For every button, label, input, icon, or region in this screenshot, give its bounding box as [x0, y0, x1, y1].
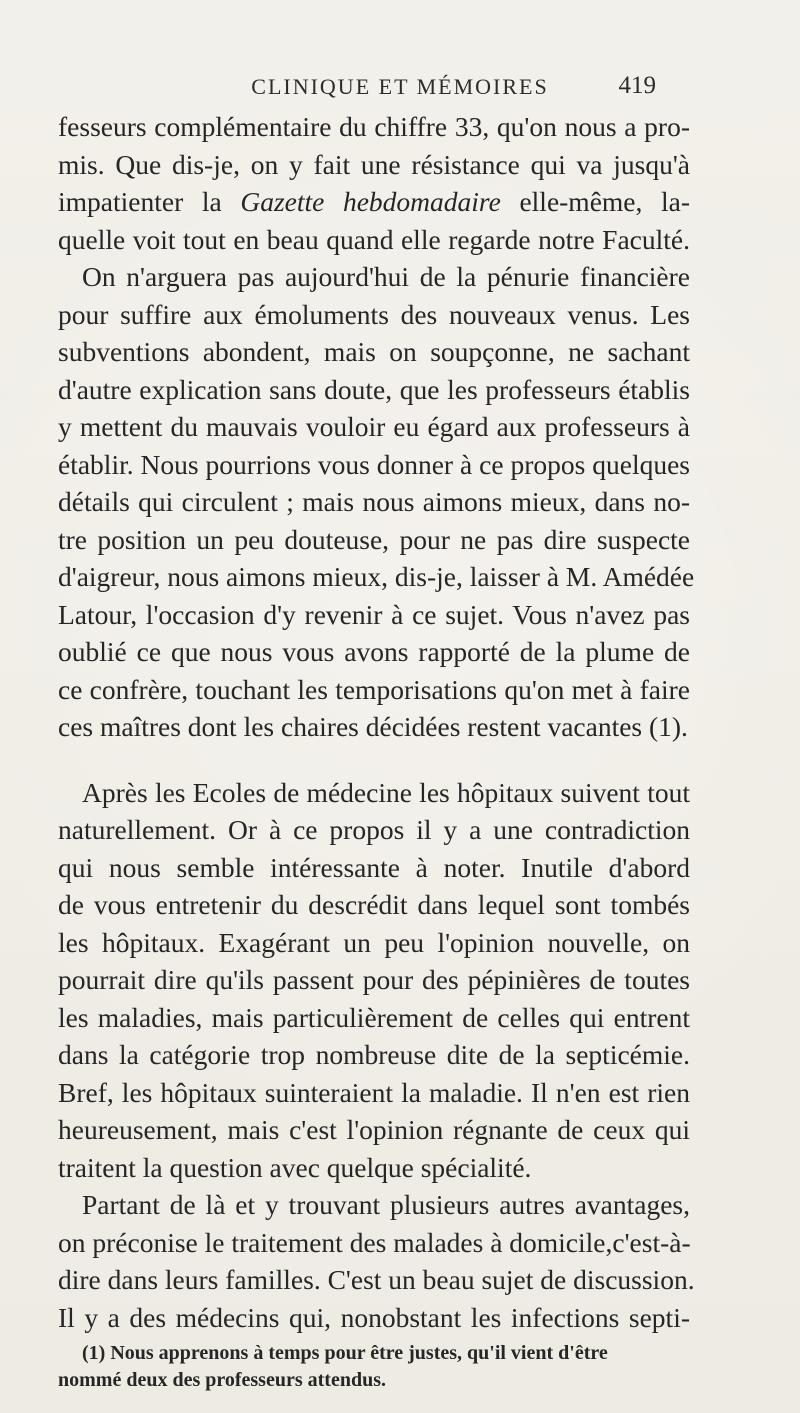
- text-line: Il y a des médecins qui, nonobstant les infections septi-: [58, 1301, 690, 1333]
- paragraph-gap: [58, 746, 690, 774]
- text-line: mis. Que dis-je, on y fait une résistance qui va jusqu'à: [58, 148, 690, 180]
- text-line: heureusement, mais c'est l'opinion régnante de ceux qui: [58, 1114, 690, 1145]
- text-line: oublié ce que nous vous avons rapporté de la plume de: [58, 636, 690, 667]
- text-line: ce confrère, touchant les temporisations qu'on met à faire: [58, 673, 690, 705]
- text-line: de vous entretenir du descrédit dans lequel sont tombés: [58, 889, 690, 920]
- text-line: On n'arguera pas aujourd'hui de la pénurie financière: [82, 261, 690, 292]
- text-line: les maladies, mais particulièrement de celles qui entrent: [58, 1001, 690, 1033]
- running-head: [0, 72, 800, 102]
- text-line: d'aigreur, nous aimons mieux, dis-je, laisser à M. Amédée: [58, 561, 695, 592]
- text-line: quelle voit tout en beau quand elle regarde notre Faculté.: [58, 223, 690, 255]
- text-line: subventions abondent, mais on soupçonne, ne sachant: [58, 336, 690, 367]
- text-line: qui nous semble intéressante à noter. Inutile d'abord: [58, 851, 690, 883]
- text-line: traitent la question avec quelque spécialité.: [58, 1151, 532, 1183]
- text-line: naturellement. Or à ce propos il y a une contradiction: [58, 814, 690, 845]
- italic-title: Gazette hebdomadaire: [240, 186, 501, 217]
- text-line: fesseurs complémentaire du chiffre 33, qu'on nous a pro-: [58, 111, 690, 142]
- text-line: Partant de là et y trouvant plusieurs autres avantages,: [82, 1189, 690, 1220]
- text-line: les hôpitaux. Exagérant un peu l'opinion nouvelle, on: [58, 926, 690, 958]
- page-number: 419: [618, 72, 656, 99]
- text-line: on préconise le traitement des malades à domicile,c'est-à-: [58, 1226, 691, 1258]
- body-text: [58, 108, 695, 1336]
- text-line: pour suffire aux émoluments des nouveaux venus. Les: [58, 298, 690, 330]
- footnote-line: (1) Nous apprenons à temps pour être justes, qu'il vient d'être: [82, 1342, 608, 1364]
- text-line: pourrait dire qu'ils passent pour des pépinières de toutes: [58, 964, 690, 995]
- text-line: Bref, les hôpitaux suinteraient la maladie. Il n'en est rien: [58, 1076, 690, 1108]
- text-line: tre position un peu douteuse, pour ne pas dire suspecte: [58, 523, 690, 555]
- text-line: d'autre explication sans doute, que les professeurs établis: [58, 373, 690, 405]
- text-line: dans la catégorie trop nombreuse dite de la septicémie.: [58, 1039, 690, 1070]
- text-line: y mettent du mauvais vouloir eu égard aux professeurs à: [58, 411, 690, 442]
- running-title: CLINIQUE ET MÉMOIRES: [251, 74, 549, 99]
- text-line: dire dans leurs familles. C'est un beau sujet de discussion.: [58, 1264, 695, 1295]
- footnote: [58, 1340, 690, 1394]
- text-line: Latour, l'occasion d'y revenir à ce sujet. Vous n'avez pas: [58, 598, 690, 630]
- footnote-line: nommé deux des professeurs attendus.: [58, 1369, 386, 1391]
- text-line: établir. Nous pourrions vous donner à ce propos quelques: [58, 448, 690, 480]
- text-line: détails qui circulent ; mais nous aimons mieux, dans no-: [58, 486, 690, 517]
- text-line: Après les Ecoles de médecine les hôpitaux suivent tout: [82, 776, 690, 808]
- text-line: ces maîtres dont les chaires décidées restent vacantes (1).: [58, 711, 688, 742]
- text-line-italic: impatienter la Gazette hebdomadaire elle-même, la-: [58, 186, 691, 217]
